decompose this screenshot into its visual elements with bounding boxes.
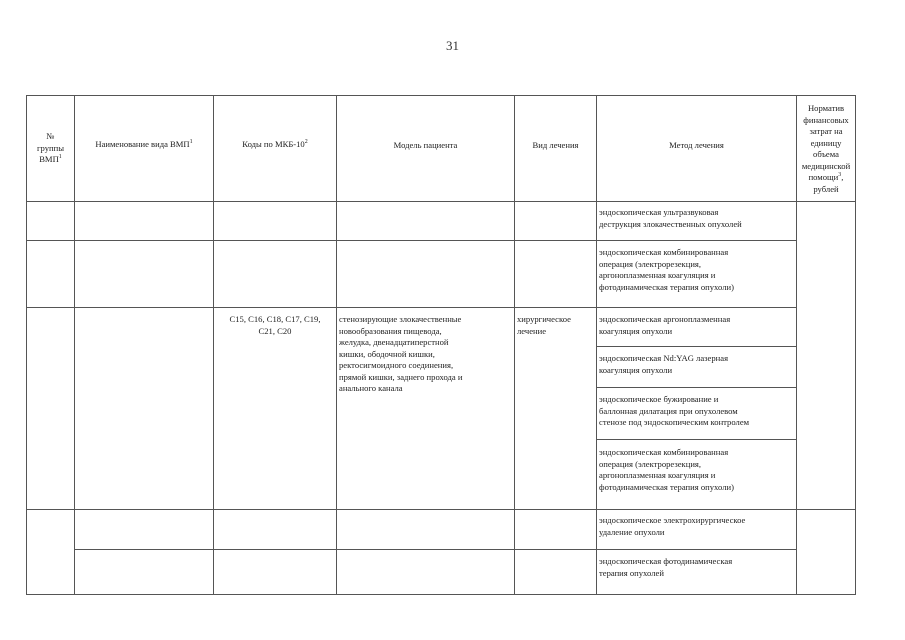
col-border: [514, 95, 515, 595]
row-divider: [596, 439, 796, 440]
row-divider: [596, 387, 796, 388]
row-divider: [26, 509, 856, 510]
method-combined-operation: эндоскопическая комбинированная операция (электрорезекция, аргоноплазменная коагуляция и фотодинамическая терапия опухоли): [599, 247, 734, 292]
method-combined-operation-2: эндоскопическая комбинированная операция (электрорезекция, аргоноплазменная коагуляция и фотодинамическая терапия опухоли): [599, 447, 734, 492]
row-divider: [26, 307, 796, 308]
col-border: [213, 95, 214, 595]
table-bottom-border: [26, 594, 856, 595]
col-border: [74, 95, 75, 595]
header-bottom-border: [26, 201, 856, 202]
row-divider: [596, 346, 796, 347]
vmp-table: [26, 95, 856, 595]
col-border: [596, 95, 597, 595]
row-divider: [74, 549, 796, 550]
treatment-type-group: хирургическое лечение: [517, 314, 571, 336]
header-cost-norm: Норматив финансовых затрат на единицу объема медицинской помощи$^3$, рублей: [801, 103, 851, 194]
method-bougienage-dilation: эндоскопическое бужирование и баллонная дилатация при опухолевом стенозе под эндоскопическим контролем: [599, 394, 750, 427]
header-group-no: [27, 131, 74, 166]
header-treatment-type: Вид лечения: [532, 140, 579, 150]
method-ultrasound-destruction: эндоскопическая ультразвуковая деструкция злокачественных опухолей: [599, 207, 742, 229]
icd-codes-group: C15, C16, C18, C17, C19, C21, C20: [229, 314, 321, 336]
header-vmp-name: Наименование вида ВМП$^1$: [95, 139, 193, 149]
header-treatment-method: Метод лечения: [669, 140, 724, 150]
col-border: [26, 95, 27, 595]
header-patient-model: Модель пациента: [393, 140, 458, 150]
col-border: [855, 95, 856, 595]
col-border: [336, 95, 337, 595]
header-icd-codes: Коды по МКБ-$10^2$: [242, 139, 308, 149]
page-number: 31: [446, 38, 459, 53]
method-ndyag-laser-coagulation: эндоскопическая Nd:YAG лазерная коагуляция опухоли: [599, 353, 729, 375]
method-photodynamic-therapy: эндоскопическая фотодинамическая терапия опухолей: [599, 556, 733, 578]
header-group-no-line2: группы: [37, 142, 64, 153]
row-divider: [26, 240, 796, 241]
header-group-no-line1: №: [46, 131, 55, 141]
header-group-no-line3: ВМП$^1$: [39, 154, 62, 164]
method-electrosurgical-removal: эндоскопическое электрохирургическое удаление опухоли: [599, 515, 746, 537]
method-argon-plasma-coagulation: эндоскопическая аргоноплазменная коагуляция опухоли: [599, 314, 731, 336]
patient-model-group: стенозирующие злокачественные новообразования пищевода, желудка, двенадцатиперстной кишки, ободочной кишки, ректосигмоидного соединения, прямой кишки, заднего прохода и анального канала: [339, 314, 463, 393]
table-top-border: [26, 95, 856, 96]
